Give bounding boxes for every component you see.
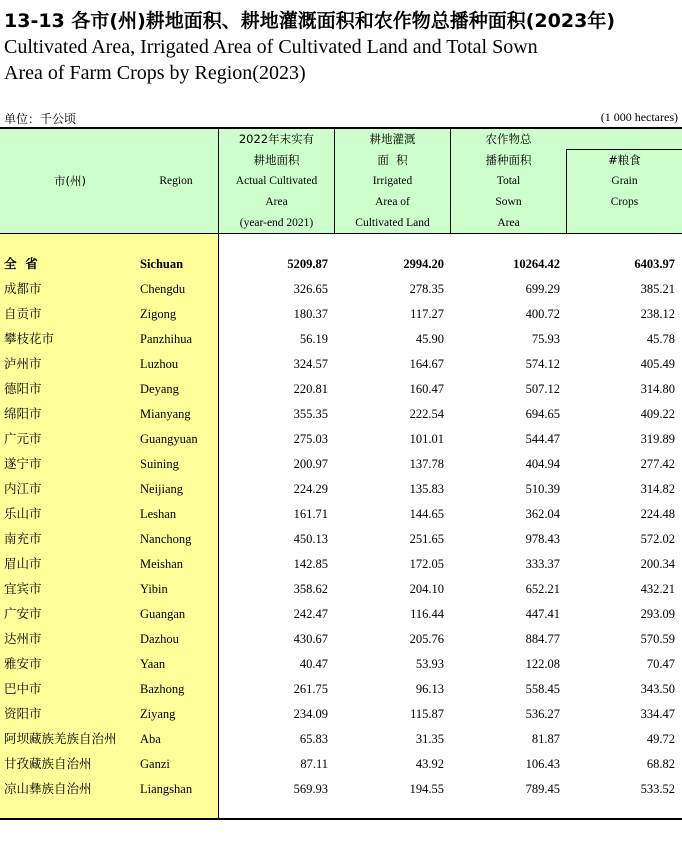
irrigated-area-value: 43.92 [415,757,444,771]
irrigated-area-value: 116.44 [410,607,444,621]
grain-crops-value: 572.02 [640,532,675,546]
region-name-cn: 全 省 [4,256,38,271]
region-name-en: Mianyang [140,407,191,421]
actual-cultivated-area-value: 40.47 [299,657,328,671]
unit-label-english: (1 000 hectares) [600,110,678,124]
total-sown-area-value: 652.21 [525,582,560,596]
irrigated-area-value: 135.83 [409,482,444,496]
irrigated-area-value: 194.55 [409,782,444,796]
grain-crops-value: 49.72 [646,732,675,746]
region-name-en: Leshan [140,507,177,521]
region-name-en: Meishan [140,557,184,571]
region-name-cn: 德阳市 [4,381,42,396]
region-name-en: Luzhou [140,357,179,371]
irrigated-area-value: 164.67 [409,357,444,371]
region-name-cn: 泸州市 [4,356,42,371]
grain-crops-value: 277.42 [640,457,675,471]
grain-crops-value: 45.78 [646,332,675,346]
total-sown-area-value: 10264.42 [513,257,560,271]
region-name-en: Yaan [140,657,166,671]
irrigated-area-value: 160.47 [409,382,444,396]
grain-crops-value: 432.21 [640,582,675,596]
region-name-cn: 广元市 [4,431,42,446]
total-sown-area-value: 884.77 [525,632,560,646]
total-sown-area-value: 789.45 [525,782,560,796]
actual-cultivated-area-value: 5209.87 [287,257,328,271]
total-sown-area-value: 447.41 [525,607,560,621]
data-table [0,127,682,820]
region-name-cn: 遂宁市 [4,456,42,471]
total-sown-area-value: 106.43 [525,757,560,771]
total-sown-area-value: 75.93 [531,332,560,346]
region-name-cn: 资阳市 [4,706,42,721]
region-name-cn: 眉山市 [4,556,42,571]
irrigated-area-value: 172.05 [409,557,444,571]
actual-cultivated-area-value: 56.19 [299,332,328,346]
header-region-cn: 市(州) [54,174,86,188]
actual-cultivated-area-value: 87.11 [300,757,328,771]
irrigated-area-value: 205.76 [409,632,444,646]
grain-crops-value: 343.50 [640,682,675,696]
bottom-rule [0,818,682,820]
region-name-cn: 内江市 [4,481,42,496]
actual-cultivated-area-value: 142.85 [293,557,328,571]
region-name-en: Aba [140,732,161,746]
grain-crops-value: 334.47 [640,707,675,721]
actual-cultivated-area-value: 430.67 [293,632,328,646]
region-name-en: Bazhong [140,682,185,696]
total-sown-area-value: 404.94 [525,457,560,471]
region-name-en: Suining [140,457,179,471]
region-name-en: Neijiang [140,482,184,496]
header-irrigated-area: 耕地灌溉 面 积 Irrigated Area of Cultivated Land [355,132,430,229]
region-name-en: Dazhou [140,632,179,646]
region-name-cn: 达州市 [4,631,42,646]
grain-crops-value: 224.48 [640,507,675,521]
actual-cultivated-area-value: 358.62 [293,582,328,596]
irrigated-area-value: 278.35 [409,282,444,296]
actual-cultivated-area-value: 275.03 [293,432,328,446]
page-title-english-line2: Area of Farm Crops by Region(2023) [4,62,306,84]
region-name-cn: 宜宾市 [4,581,42,596]
grain-crops-value: 238.12 [640,307,675,321]
irrigated-area-value: 204.10 [409,582,444,596]
total-sown-area-value: 507.12 [525,382,560,396]
actual-cultivated-area-value: 355.35 [293,407,328,421]
page-title-english-line1: Cultivated Area, Irrigated Area of Cultivated Land and Total Sown [4,36,538,58]
header-region-en: Region [159,175,193,187]
actual-cultivated-area-value: 224.29 [293,482,328,496]
total-sown-area-value: 558.45 [525,682,560,696]
region-name-cn: 自贡市 [4,306,42,321]
grain-crops-value: 293.09 [640,607,675,621]
actual-cultivated-area-value: 234.09 [293,707,328,721]
irrigated-area-value: 144.65 [409,507,444,521]
actual-cultivated-area-value: 161.71 [293,507,328,521]
irrigated-area-value: 117.27 [410,307,444,321]
actual-cultivated-area-value: 220.81 [293,382,328,396]
region-name-cn: 雅安市 [4,656,42,671]
irrigated-area-value: 96.13 [415,682,444,696]
grain-crops-value: 68.82 [646,757,675,771]
irrigated-area-value: 115.87 [410,707,444,721]
total-sown-area-value: 400.72 [525,307,560,321]
grain-crops-value: 385.21 [640,282,675,296]
actual-cultivated-area-value: 326.65 [293,282,328,296]
actual-cultivated-area-value: 180.37 [293,307,328,321]
irrigated-area-value: 2994.20 [403,257,444,271]
region-name-cn: 绵阳市 [4,406,42,421]
region-name-cn: 南充市 [4,531,42,546]
header-total-sown-area: 农作物总 播种面积 Total Sown Area [485,132,532,229]
total-sown-area-value: 544.47 [525,432,560,446]
header-grain-crops: #粮食 Grain Crops [608,153,641,208]
actual-cultivated-area-value: 242.47 [293,607,328,621]
actual-cultivated-area-value: 569.93 [293,782,328,796]
total-sown-area-value: 574.12 [525,357,560,371]
total-sown-area-value: 536.27 [525,707,560,721]
region-name-en: Chengdu [140,282,186,296]
total-sown-area-value: 699.29 [525,282,560,296]
region-name-cn: 成都市 [4,281,42,296]
region-name-cn: 攀枝花市 [4,331,55,346]
grain-crops-value: 6403.97 [634,257,675,271]
region-name-en: Guangan [140,607,186,621]
total-sown-area-value: 333.37 [525,557,560,571]
region-name-en: Liangshan [140,782,193,796]
grain-crops-value: 314.80 [640,382,675,396]
grain-crops-value: 200.34 [640,557,675,571]
region-name-en: Guangyuan [140,432,198,446]
total-sown-area-value: 122.08 [525,657,560,671]
region-name-cn: 凉山彝族自治州 [4,781,92,796]
region-name-en: Ganzi [140,757,170,771]
irrigated-area-value: 222.54 [409,407,444,421]
grain-crops-value: 405.49 [640,357,675,371]
grain-crops-value: 570.59 [640,632,675,646]
region-name-en: Sichuan [140,257,184,271]
region-name-en: Panzhihua [140,332,193,346]
grain-crops-value: 533.52 [640,782,675,796]
unit-label: 单位：千公顷 [4,112,77,126]
irrigated-area-value: 101.01 [409,432,444,446]
region-name-en: Ziyang [140,707,176,721]
total-sown-area-value: 362.04 [525,507,560,521]
region-name-cn: 广安市 [4,606,42,621]
actual-cultivated-area-value: 65.83 [299,732,328,746]
grain-crops-value: 314.82 [640,482,675,496]
irrigated-area-value: 53.93 [415,657,444,671]
actual-cultivated-area-value: 324.57 [293,357,328,371]
region-name-en: Zigong [140,307,177,321]
grain-crops-value: 409.22 [640,407,675,421]
total-sown-area-value: 81.87 [531,732,560,746]
page-title: 13-13 各市(州)耕地面积、耕地灌溉面积和农作物总播种面积(2023年) [4,10,615,32]
actual-cultivated-area-value: 450.13 [293,532,328,546]
actual-cultivated-area-value: 200.97 [293,457,328,471]
irrigated-area-value: 31.35 [415,732,444,746]
region-name-en: Yibin [140,582,168,596]
region-name-en: Deyang [140,382,179,396]
total-sown-area-value: 978.43 [525,532,560,546]
region-name-cn: 乐山市 [4,506,42,521]
irrigated-area-value: 45.90 [415,332,444,346]
region-name-en: Nanchong [140,532,192,546]
total-sown-area-value: 694.65 [525,407,560,421]
region-name-cn: 甘孜藏族自治州 [4,756,92,771]
irrigated-area-value: 137.78 [409,457,444,471]
grain-crops-value: 70.47 [646,657,675,671]
header-actual-cultivated-area: 2022年末实有 耕地面积 Actual Cultivated Area (year-end 2021) [235,132,318,229]
grain-crops-value: 319.89 [640,432,675,446]
region-name-cn: 巴中市 [4,681,42,696]
actual-cultivated-area-value: 261.75 [293,682,328,696]
region-name-cn: 阿坝藏族羌族自治州 [4,731,117,746]
irrigated-area-value: 251.65 [409,532,444,546]
total-sown-area-value: 510.39 [525,482,560,496]
